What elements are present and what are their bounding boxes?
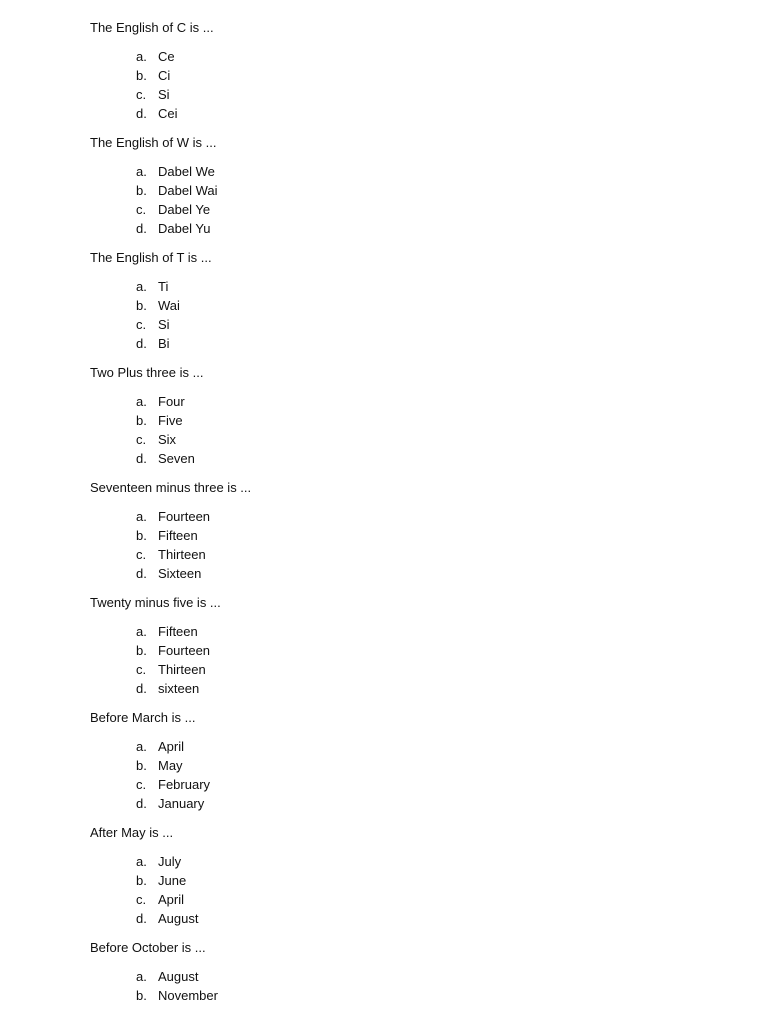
option-text: Four (158, 394, 185, 409)
option-item (90, 104, 768, 123)
option-text: Ti (158, 279, 169, 294)
option-letter: a. (136, 624, 147, 639)
option-letter: a. (136, 164, 147, 179)
question-text: The English of W is ... (90, 135, 217, 150)
option-text: Dabel We (158, 164, 215, 179)
option-text: Six (158, 432, 177, 447)
option-item (90, 430, 768, 449)
option-text: November (158, 988, 218, 1003)
option-letter: b. (136, 528, 147, 543)
option-text: Ce (158, 49, 175, 64)
option-list (90, 967, 768, 1005)
option-item (90, 871, 768, 890)
option-letter: d. (136, 336, 147, 351)
option-item (90, 162, 768, 181)
option-letter: b. (136, 298, 147, 313)
option-text: Thirteen (158, 662, 206, 677)
question-block (90, 593, 768, 698)
option-text: August (158, 969, 199, 984)
option-list (90, 162, 768, 238)
option-text: June (158, 873, 187, 888)
option-list (90, 507, 768, 583)
option-letter: a. (136, 739, 147, 754)
option-item (90, 909, 768, 928)
option-letter: c. (136, 777, 147, 792)
option-item (90, 296, 768, 315)
option-text: Fourteen (158, 643, 211, 658)
option-list (90, 622, 768, 698)
option-text: Fifteen (158, 624, 198, 639)
question-block (90, 938, 768, 1005)
question-text: Two Plus three is ... (90, 365, 204, 380)
option-letter: b. (136, 183, 147, 198)
option-item (90, 334, 768, 353)
option-letter: c. (136, 432, 147, 447)
option-letter: d. (136, 681, 147, 696)
option-letter: a. (136, 969, 147, 984)
option-text: Fifteen (158, 528, 198, 543)
option-item (90, 967, 768, 986)
option-item (90, 756, 768, 775)
option-text: Five (158, 413, 183, 428)
option-item (90, 315, 768, 334)
option-text: Bi (158, 336, 170, 351)
option-list (90, 392, 768, 468)
option-letter: d. (136, 796, 147, 811)
question-text: Before October is ... (90, 940, 206, 955)
option-item (90, 775, 768, 794)
option-letter: c. (136, 202, 147, 217)
option-text: April (158, 739, 185, 754)
option-text: April (158, 892, 185, 907)
option-item (90, 622, 768, 641)
question-block (90, 18, 768, 123)
option-item (90, 449, 768, 468)
question-text: Before March is ... (90, 710, 196, 725)
option-item (90, 47, 768, 66)
question-block (90, 823, 768, 928)
option-list (90, 852, 768, 928)
question-text: The English of T is ... (90, 250, 212, 265)
option-text: Dabel Yu (158, 221, 211, 236)
option-list (90, 277, 768, 353)
option-letter: c. (136, 662, 147, 677)
option-letter: d. (136, 911, 147, 926)
question-text: Twenty minus five is ... (90, 595, 221, 610)
option-letter: a. (136, 279, 147, 294)
option-item (90, 986, 768, 1005)
option-text: May (158, 758, 183, 773)
option-item (90, 641, 768, 660)
option-item (90, 852, 768, 871)
option-letter: c. (136, 87, 147, 102)
option-letter: b. (136, 413, 147, 428)
option-item (90, 85, 768, 104)
option-item (90, 392, 768, 411)
option-item (90, 507, 768, 526)
option-text: Fourteen (158, 509, 211, 524)
option-letter: d. (136, 566, 147, 581)
option-letter: b. (136, 988, 147, 1003)
option-letter: a. (136, 509, 147, 524)
option-item (90, 564, 768, 583)
option-item (90, 890, 768, 909)
question-block (90, 133, 768, 238)
question-text: The English of C is ... (90, 20, 214, 35)
option-text: Si (158, 317, 170, 332)
option-text: sixteen (158, 681, 200, 696)
option-letter: a. (136, 49, 147, 64)
option-item (90, 200, 768, 219)
option-item (90, 277, 768, 296)
option-letter: d. (136, 106, 147, 121)
option-text: August (158, 911, 199, 926)
option-item (90, 411, 768, 430)
option-letter: c. (136, 547, 147, 562)
option-letter: b. (136, 68, 147, 83)
option-text: Ci (158, 68, 171, 83)
option-letter: d. (136, 451, 147, 466)
option-item (90, 526, 768, 545)
question-block (90, 248, 768, 353)
option-item (90, 181, 768, 200)
option-text: Sixteen (158, 566, 202, 581)
option-text: July (158, 854, 182, 869)
option-letter: a. (136, 854, 147, 869)
question-block (90, 478, 768, 583)
question-block (90, 363, 768, 468)
option-item (90, 66, 768, 85)
option-letter: b. (136, 643, 147, 658)
option-item (90, 219, 768, 238)
option-letter: c. (136, 892, 147, 907)
option-item (90, 737, 768, 756)
option-text: Cei (158, 106, 178, 121)
option-text: Thirteen (158, 547, 206, 562)
option-list (90, 47, 768, 123)
option-text: January (158, 796, 205, 811)
option-text: February (158, 777, 211, 792)
option-text: Wai (158, 298, 180, 313)
option-letter: b. (136, 758, 147, 773)
option-item (90, 660, 768, 679)
question-text: After May is ... (90, 825, 174, 840)
question-block (90, 708, 768, 813)
option-letter: c. (136, 317, 147, 332)
option-letter: d. (136, 221, 147, 236)
option-text: Dabel Wai (158, 183, 218, 198)
option-letter: b. (136, 873, 147, 888)
option-text: Seven (158, 451, 195, 466)
question-text: Seventeen minus three is ... (90, 480, 252, 495)
option-text: Si (158, 87, 170, 102)
option-text: Dabel Ye (158, 202, 211, 217)
option-list (90, 737, 768, 813)
option-item (90, 545, 768, 564)
option-item (90, 794, 768, 813)
option-letter: a. (136, 394, 147, 409)
option-item (90, 679, 768, 698)
